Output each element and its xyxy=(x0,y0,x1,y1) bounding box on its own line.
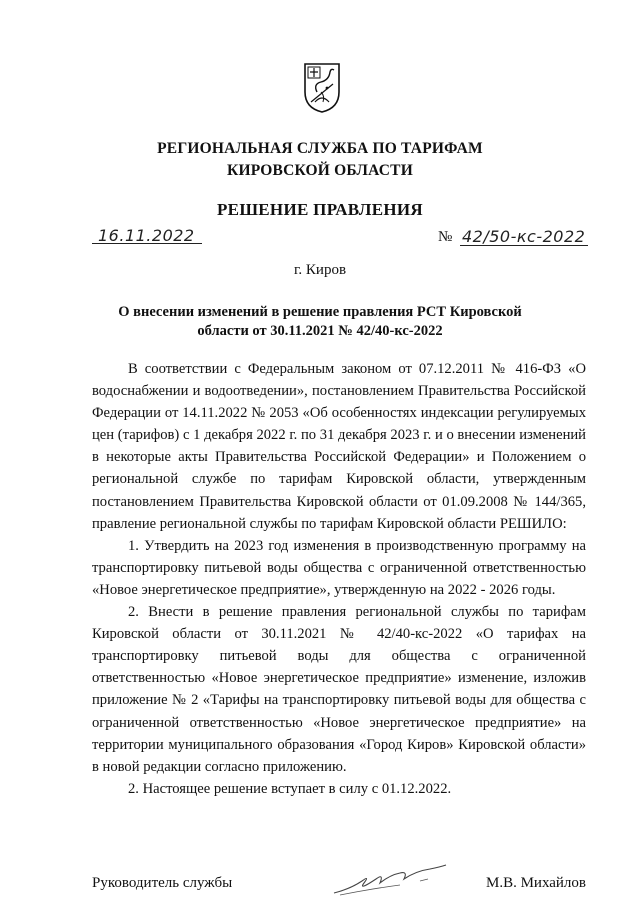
decision-number xyxy=(438,226,588,248)
document-title: РЕШЕНИЕ ПРАВЛЕНИЯ xyxy=(217,200,423,219)
subject-line-1: О внесении изменений в решение правления РСТ Кировской xyxy=(118,304,522,320)
date-handwritten: 16.11.2022 xyxy=(98,226,195,245)
signatory-position: Руководитель службы xyxy=(92,875,233,891)
body-paragraph: В соответствии с Федеральным законом от 07.12.2011 № 416-ФЗ «О водоснабжении и водоотведении», постановлением Правительства Российской Федерации от 14.11.2022 № 2053 «Об особенностях индексации регулируемых цен (тарифов) с 1 декабря 2022 г. по 31 декабря 2023 г. и о внесении изменений в некоторые акты Правительства Российской Федерации» и Положением о региональной службе по тарифам Кировской области, утвержденным постановлением Правительства Кировской области от 01.09.2008 № 144/365, правление региональной службы по тарифам Кировской области РЕШИЛО: xyxy=(92,361,586,532)
org-line-2: КИРОВСКОЙ ОБЛАСТИ xyxy=(227,162,413,179)
date-underline xyxy=(92,243,202,244)
body-paragraph: 2. Внести в решение правления региональной службы по тарифам Кировской области от 30.11.2021 № 42/40-кс-2022 «О тарифах на транспортировку питьевой воды для общества с ограниченной ответственностью «Новое энергетическое предприятие» изменение, изложив приложение № 2 «Тарифы на транспортировку питьевой воды для общества с ограниченной ответственностью «Новое энергетическое предприятие» на территории муниципального образования «Город Киров» Кировской области» в новой редакции согласно приложению. xyxy=(92,604,586,775)
organization-name xyxy=(0,138,640,182)
body-paragraph: 1. Утвердить на 2023 год изменения в производственную программу на транспортировку питьевой воды общества с ограниченной ответственностью «Новое энергетическое предприятие», утвержденную на 2022 - 2026 годы. xyxy=(92,537,586,598)
subject-line-2: области от 30.11.2021 № 42/40-кс-2022 xyxy=(197,323,443,339)
number-field xyxy=(460,226,588,248)
org-line-1: РЕГИОНАЛЬНАЯ СЛУЖБА ПО ТАРИФАМ xyxy=(157,140,483,157)
document-body xyxy=(92,358,586,800)
number-underline xyxy=(460,245,588,246)
city: г. Киров xyxy=(293,262,347,278)
handwritten-signature-icon xyxy=(330,859,450,899)
signature-block xyxy=(92,875,586,897)
number-handwritten: 42/50-кс-2022 xyxy=(462,227,586,246)
decision-date xyxy=(92,224,202,246)
coat-of-arms-icon xyxy=(303,62,341,114)
number-sign: № xyxy=(438,229,453,245)
decision-subject xyxy=(0,303,640,341)
body-paragraph: 2. Настоящее решение вступает в силу с 01.12.2022. xyxy=(128,780,452,797)
signatory-name: М.В. Михайлов xyxy=(485,875,586,891)
